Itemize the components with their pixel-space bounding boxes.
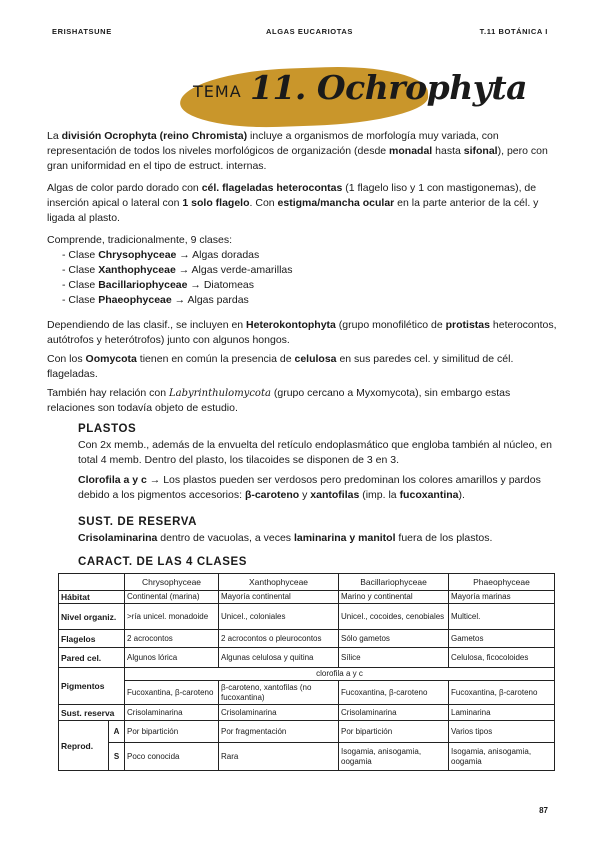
row-subheader: A (109, 721, 125, 743)
table-cell: β-caroteno, xantofilas (no fucoxantina) (219, 681, 339, 705)
header-subject: ALGAS EUCARIOTAS (266, 27, 353, 36)
table-cell-common: clorofila a y c (125, 668, 555, 681)
table-corner-cell (59, 574, 125, 591)
classes-comparison-table (58, 573, 555, 771)
row-header: Pared cel. (59, 648, 125, 668)
table-header-row (59, 574, 555, 591)
table-row (59, 721, 555, 743)
row-header: Reprod. (59, 721, 109, 771)
column-header: Chrysophyceae (125, 574, 219, 591)
table-cell: Sílice (339, 648, 449, 668)
row-header: Pigmentos (59, 668, 125, 705)
table-cell: Por bipartición (339, 721, 449, 743)
intro-paragraph-6: También hay relación con Labyrinthulomycota (grupo cercano a Myxomycota), sin embargo estas relaciones son todavía objeto de estudio. (47, 387, 511, 414)
title-prefix: TEMA (193, 82, 242, 101)
table-row (59, 705, 555, 721)
table-cell: Crisolaminarina (125, 705, 219, 721)
plastos-paragraph-1: Con 2x memb., además de la envuelta del retículo endoplasmático que engloba también al núcleo, en total 4 memb. Dentro del plasto, los tilacoides se disponen de 3 en 3. (78, 439, 552, 466)
table-row (59, 604, 555, 630)
row-header: Nivel organiz. (59, 604, 125, 630)
intro-paragraph-5: Con los Oomycota tienen en común la presencia de celulosa en sus paredes cel. y similitud de cél. flageladas. (47, 353, 514, 380)
table-cell: Mayoría marinas (449, 591, 555, 604)
page-number: 87 (539, 806, 548, 815)
class-list-item: - Clase Xanthophyceae → Algas verde-amarillas (62, 264, 293, 276)
table-cell: Sólo gametos (339, 630, 449, 648)
class-list-item: - Clase Phaeophyceae → Algas pardas (62, 294, 249, 306)
row-header: Sust. reserva (59, 705, 125, 721)
table-heading: CARACT. DE LAS 4 CLASES (78, 556, 248, 568)
table-cell: Mayoría continental (219, 591, 339, 604)
table-row (59, 668, 555, 681)
table-row (59, 591, 555, 604)
table-cell: Poco conocida (125, 743, 219, 771)
header-author: ERISHATSUNE (52, 27, 112, 36)
table-cell: Laminarina (449, 705, 555, 721)
table-cell: Varios tipos (449, 721, 555, 743)
table-cell: Crisolaminarina (219, 705, 339, 721)
column-header: Bacillariophyceae (339, 574, 449, 591)
header-course: T.11 BOTÁNICA I (479, 27, 548, 36)
plastos-paragraph-2: Clorofila a y c → Los plastos pueden ser verdosos pero predominan los colores amarillos y pardos debido a los pigmentos accesorios: β-caroteno y xantofilas (imp. la fucoxantina). (78, 474, 541, 501)
plastos-heading: PLASTOS (78, 423, 137, 435)
table-cell: Marino y continental (339, 591, 449, 604)
table-cell: Continental (marina) (125, 591, 219, 604)
table-cell: Por fragmentación (219, 721, 339, 743)
table-cell: Fucoxantina, β-caroteno (449, 681, 555, 705)
table-cell: Gametos (449, 630, 555, 648)
table-cell: Isogamia, anisogamia, oogamia (339, 743, 449, 771)
table-cell: 2 acrocontos o pleurocontos (219, 630, 339, 648)
table-row (59, 681, 555, 705)
table-row (59, 743, 555, 771)
table-cell: 2 acrocontos (125, 630, 219, 648)
intro-paragraph-3: Comprende, tradicionalmente, 9 clases: (47, 234, 233, 246)
table-cell: Fucoxantina, β-caroteno (339, 681, 449, 705)
table-cell: >ría unicel. monadoide (125, 604, 219, 630)
page-title: 11. Ochrophyta (250, 68, 527, 107)
column-header: Phaeophyceae (449, 574, 555, 591)
row-header: Hábitat (59, 591, 125, 604)
table-cell: Algunos lórica (125, 648, 219, 668)
table-cell: Crisolaminarina (339, 705, 449, 721)
reserva-heading: SUST. DE RESERVA (78, 516, 198, 528)
table-cell: Algunas celulosa y quitina (219, 648, 339, 668)
table-row (59, 648, 555, 668)
intro-paragraph-2: Algas de color pardo dorado con cél. flageladas heterocontas (1 flagelo liso y 1 con mastigonemas), de inserción apical o lateral con 1 solo flagelo. Con estigma/mancha ocular en la parte anterior de la cél. y ligada al plasto. (47, 182, 539, 224)
table-cell: Celulosa, ficocoloides (449, 648, 555, 668)
table-row (59, 630, 555, 648)
table-cell: Unicel., cocoides, cenobiales (339, 604, 449, 630)
row-header: Flagelos (59, 630, 125, 648)
intro-paragraph-4: Dependiendo de las clasif., se incluyen en Heterokontophyta (grupo monofilético de protistas heterocontos, autótrofos y heterótrofos) junto con algunos hongos. (47, 319, 557, 346)
table-cell: Unicel., coloniales (219, 604, 339, 630)
table-cell: Por bipartición (125, 721, 219, 743)
class-list-item: - Clase Bacillariophyceae → Diatomeas (62, 279, 255, 291)
intro-paragraph-1: La división Ocrophyta (reino Chromista) incluye a organismos de morfología muy variada, con representación de todos los niveles morfológicos de organización (desde monadal hasta sifonal), pero con gran uniformidad en el tipo de estruct. internas. (47, 130, 548, 172)
table-cell: Rara (219, 743, 339, 771)
reserva-paragraph: Crisolaminarina dentro de vacuolas, a veces laminarina y manitol fuera de los plastos. (78, 532, 493, 544)
row-subheader: S (109, 743, 125, 771)
column-header: Xanthophyceae (219, 574, 339, 591)
class-list-item: - Clase Chrysophyceae → Algas doradas (62, 249, 260, 261)
table-cell: Isogamia, anisogamia, oogamia (449, 743, 555, 771)
table-cell: Fucoxantina, β-caroteno (125, 681, 219, 705)
table-cell: Multicel. (449, 604, 555, 630)
